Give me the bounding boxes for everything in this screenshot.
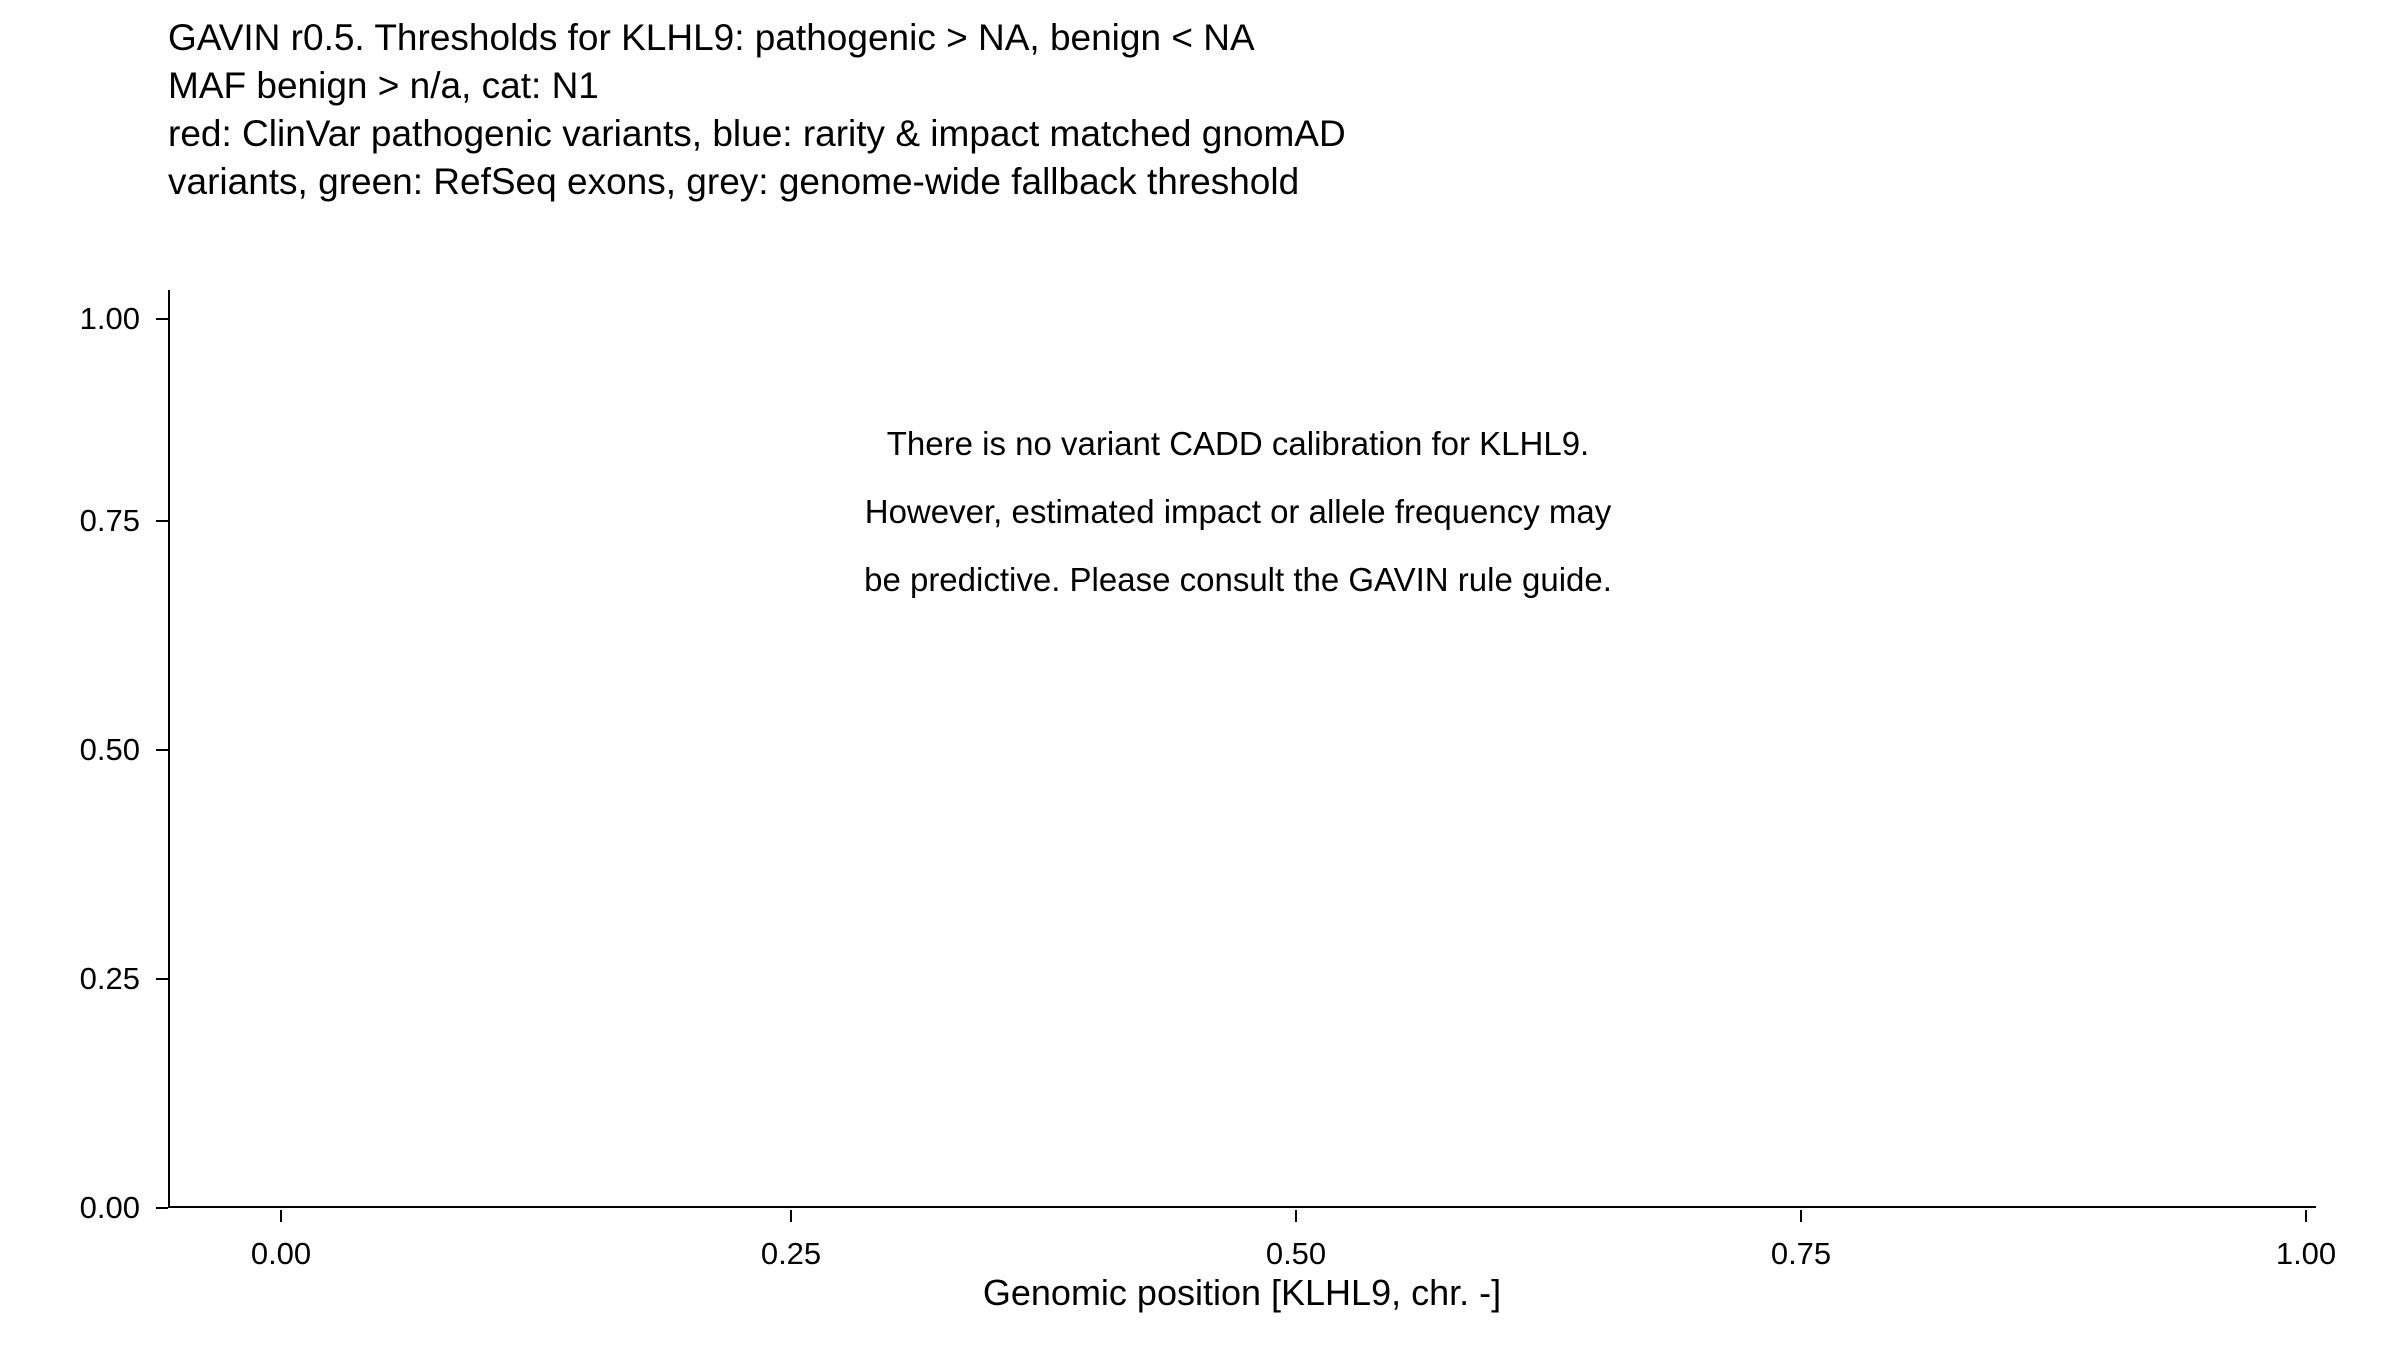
- x-tick-mark-4: [2305, 1210, 2307, 1222]
- no-calibration-annotation: [638, 410, 1838, 614]
- y-tick-label-3: 0.75: [79, 503, 140, 538]
- plot-panel: [168, 290, 2316, 1208]
- y-tick-mark-4: [156, 318, 168, 320]
- y-tick-label-4: 1.00: [79, 301, 140, 336]
- y-tick-mark-1: [156, 978, 168, 980]
- y-tick-label-0: 0.00: [79, 1190, 140, 1225]
- annotation-line-3: be predictive. Please consult the GAVIN rule guide.: [864, 561, 1612, 598]
- y-tick-mark-0: [156, 1207, 168, 1209]
- annotation-line-1: There is no variant CADD calibration for KLHL9.: [886, 425, 1590, 462]
- y-tick-mark-2: [156, 749, 168, 751]
- y-tick-label-1: 0.25: [79, 961, 140, 996]
- y-tick-label-2: 0.50: [79, 732, 140, 767]
- x-tick-label-2: 0.50: [1265, 1236, 1327, 1271]
- x-axis-title: Genomic position [KLHL9, chr. -]: [982, 1272, 1502, 1313]
- x-tick-mark-3: [1800, 1210, 1802, 1222]
- x-tick-label-4: 1.00: [2275, 1236, 2337, 1271]
- x-tick-mark-1: [790, 1210, 792, 1222]
- x-axis-line: [168, 1206, 2316, 1208]
- y-axis-line: [168, 290, 170, 1208]
- chart-title-line-2: MAF benign > n/a, cat: N1: [168, 65, 599, 106]
- x-tick-label-3: 0.75: [1770, 1236, 1832, 1271]
- chart-title: [168, 14, 2268, 206]
- chart-title-line-1: GAVIN r0.5. Thresholds for KLHL9: pathogenic > NA, benign < NA: [168, 17, 1255, 58]
- x-tick-mark-2: [1295, 1210, 1297, 1222]
- annotation-line-2: However, estimated impact or allele frequency may: [864, 493, 1612, 530]
- x-tick-label-0: 0.00: [250, 1236, 312, 1271]
- y-tick-mark-3: [156, 520, 168, 522]
- chart-title-line-4: variants, green: RefSeq exons, grey: genome-wide fallback threshold: [168, 161, 1300, 202]
- x-tick-mark-0: [280, 1210, 282, 1222]
- x-tick-label-1: 0.25: [760, 1236, 822, 1271]
- chart-title-line-3: red: ClinVar pathogenic variants, blue: rarity & impact matched gnomAD: [168, 113, 1346, 154]
